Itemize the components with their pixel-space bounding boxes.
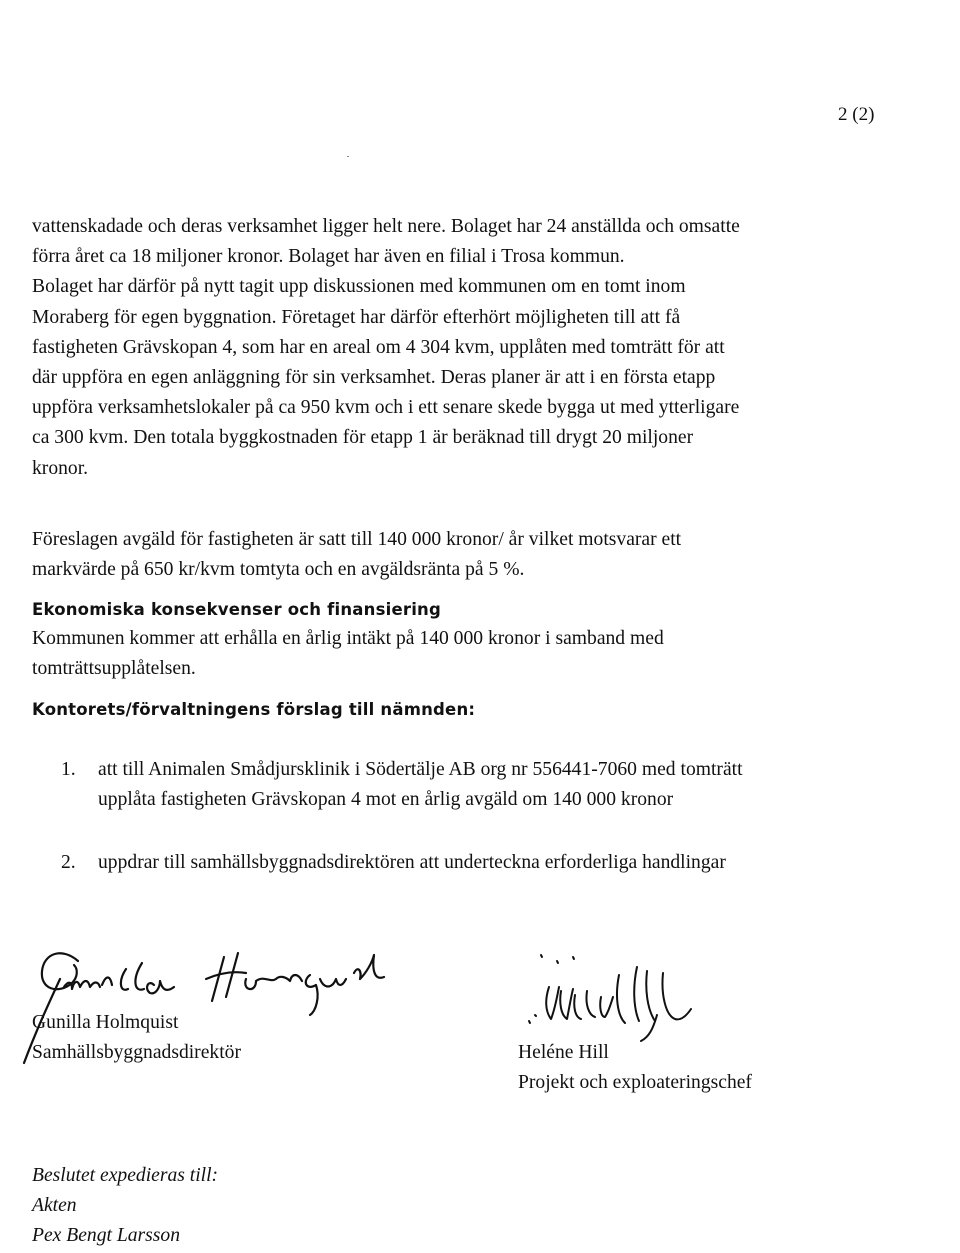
distribution-label: Beslutet expedieras till: bbox=[32, 1165, 219, 1186]
text-line: att till Animalen Smådjursklinik i Södertälje AB org nr 556441-7060 med tomträtt bbox=[98, 759, 743, 780]
text-line: där uppföra en egen anläggning för sin verksamhet. Deras planer är att i en första etapp bbox=[32, 367, 716, 389]
text-line: Föreslagen avgäld för fastigheten är satt till 140 000 kronor/ år vilket motsvarar ett bbox=[32, 529, 682, 550]
proposal-text bbox=[98, 755, 743, 815]
text-line: uppdrar till samhällsbyggnadsdirektören att underteckna erforderliga handlingar bbox=[98, 852, 726, 873]
signatory-left bbox=[32, 1008, 241, 1068]
proposal-number: 2. bbox=[61, 852, 76, 873]
signatory-name: Gunilla Holmquist bbox=[32, 1012, 179, 1033]
section-heading-economics: Ekonomiska konsekvenser och finansiering bbox=[32, 600, 442, 619]
distribution-recipient: Pex Bengt Larsson bbox=[32, 1225, 181, 1246]
text-line: Bolaget har därför på nytt tagit upp diskussionen med kommunen om en tomt inom bbox=[32, 276, 686, 298]
text-line: tomträttsupplåtelsen. bbox=[32, 658, 196, 680]
body-paragraph-ground-rent bbox=[32, 525, 912, 585]
distribution-recipient: Akten bbox=[32, 1195, 77, 1216]
signatory-right bbox=[518, 1038, 752, 1098]
body-paragraph-background bbox=[32, 212, 912, 484]
text-line: förra året ca 18 miljoner kronor. Bolaget har även en filial i Trosa kommun. bbox=[32, 246, 625, 268]
signatory-title: Projekt och exploateringschef bbox=[518, 1072, 752, 1093]
page-number: 2 (2) bbox=[838, 104, 875, 125]
proposal-text bbox=[98, 848, 726, 878]
signatory-name: Heléne Hill bbox=[518, 1042, 609, 1063]
distribution-list bbox=[32, 1161, 218, 1251]
text-line: kronor. bbox=[32, 457, 89, 479]
text-line: vattenskadade och deras verksamhet ligger helt nere. Bolaget har 24 anställda och omsatte bbox=[32, 216, 740, 237]
text-line: uppföra verksamhetslokaler på ca 950 kvm och i ett senare skede bygga ut med ytterligare bbox=[32, 397, 740, 419]
text-line: markvärde på 650 kr/kvm tomtyta och en avgäldsränta på 5 %. bbox=[32, 559, 525, 581]
text-line: upplåta fastigheten Grävskopan 4 mot en årlig avgäld om 140 000 kronor bbox=[98, 789, 674, 811]
text-line: ca 300 kvm. Den totala byggkostnaden för etapp 1 är beräknad till drygt 20 miljoner bbox=[32, 427, 694, 449]
signatory-title: Samhällsbyggnadsdirektör bbox=[32, 1042, 241, 1063]
scan-speck bbox=[347, 156, 349, 157]
proposal-number: 1. bbox=[61, 759, 76, 780]
section-heading-proposal: Kontorets/förvaltningens förslag till nämnden: bbox=[32, 700, 476, 719]
body-paragraph-economics bbox=[32, 624, 912, 684]
text-line: Moraberg för egen byggnation. Företaget har därför efterhört möjligheten till att få bbox=[32, 306, 681, 328]
text-line: Kommunen kommer att erhålla en årlig intäkt på 140 000 kronor i samband med bbox=[32, 628, 664, 649]
text-line: fastigheten Grävskopan 4, som har en areal om 4 304 kvm, upplåten med tomträtt för att bbox=[32, 336, 725, 358]
